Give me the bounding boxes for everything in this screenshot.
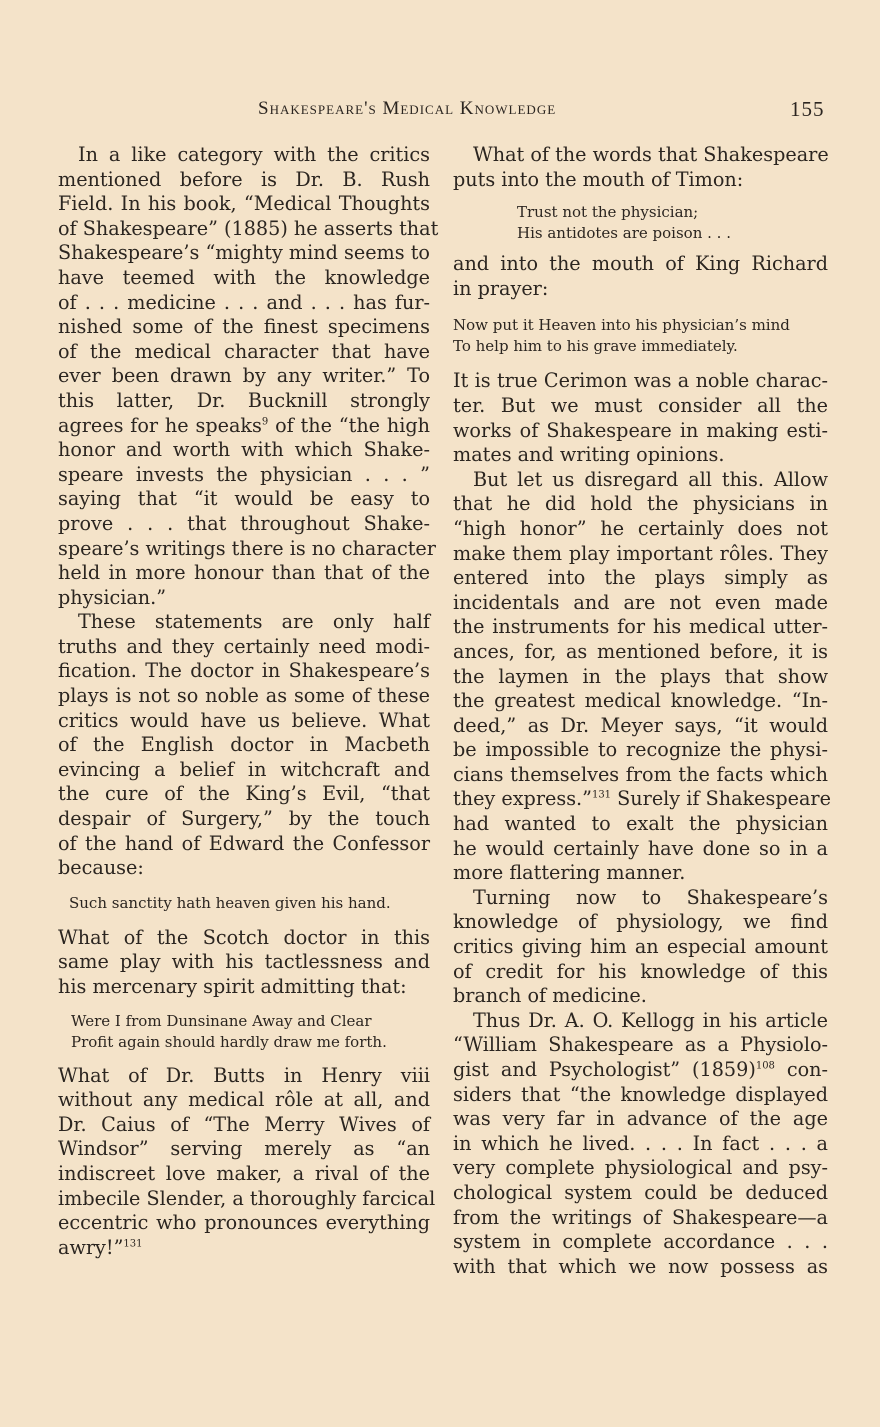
quote-line: Profit again should hardly draw me forth. — [71, 1032, 387, 1051]
text-line: of the English doctor in Macbeth — [58, 733, 430, 757]
text-line: plays is not so noble as some of these — [58, 684, 430, 708]
text-line: with that which we now possess as — [453, 1254, 828, 1278]
text-line: make them play important rôles. They — [453, 541, 828, 565]
text-line: this latter, Dr. Bucknill strongly — [58, 388, 430, 412]
text-line: of credit for his knowledge of this — [453, 959, 828, 983]
text-line: incidentals and are not even made — [453, 590, 828, 614]
text-line: from the writings of Shakespeare—a — [453, 1205, 828, 1229]
text-line: the instruments for his medical utter- — [453, 615, 828, 639]
text-line: system in complete accordance . . . — [453, 1230, 828, 1254]
text-line: What of the words that Shakespeare — [473, 143, 829, 166]
paragraph — [453, 143, 828, 192]
text-line: without any medical rôle at all, and — [58, 1088, 430, 1112]
text-line: evincing a belief in witchcraft and — [58, 757, 430, 781]
text-line: and into the mouth of King Richard — [453, 252, 828, 276]
footnote-ref: 9 — [261, 416, 269, 428]
footnote-ref: 131 — [123, 1238, 143, 1250]
text-line: Shakespeare’s “mighty mind seems to — [58, 241, 430, 265]
text-line: These statements are only half — [78, 610, 430, 634]
text-line: deed,” as Dr. Meyer says, “it would — [453, 713, 828, 737]
text-line: Turning now to Shakespeare’s — [473, 885, 828, 909]
text-line: What of the Scotch doctor in this — [58, 925, 430, 949]
text-line: gist and Psychologist” $(1859)^{108}$ con- — [453, 1058, 828, 1081]
text-line: truths and they certainly need modi- — [58, 634, 430, 658]
text-line: “high honor” he certainly does not — [453, 516, 828, 540]
text-line: Field. In his book, “Medical Thoughts — [58, 192, 430, 216]
text-line: very complete physiological and psy- — [453, 1156, 828, 1180]
paragraph — [453, 467, 831, 886]
text-line: had wanted to exalt the physician — [453, 812, 828, 836]
text-line: chological system could be deduced — [453, 1180, 828, 1204]
text-line: speare’s writings there is no character — [58, 536, 436, 560]
text-line: imbecile Slender, a thoroughly farcical — [58, 1186, 436, 1210]
footnote-ref: 108 — [755, 1060, 775, 1072]
text-line: works of Shakespeare in making esti- — [453, 418, 828, 442]
text-line: nished some of the finest specimens — [58, 315, 430, 339]
block-quote — [517, 202, 828, 244]
text-line: of the medical character that have — [58, 339, 430, 363]
text-line: his mercenary spirit admitting that: — [58, 975, 407, 998]
text-line: despair of Surgery,” by the touch — [58, 807, 430, 831]
text-line: more flattering manner. — [453, 861, 686, 885]
text-line: siders that “the knowledge displayed — [453, 1082, 828, 1106]
page-number: 155 — [790, 97, 825, 121]
text-line: In a like category with the critics — [78, 143, 430, 166]
running-title: Shakespeare's Medical Knowledge — [258, 98, 557, 119]
text-line: ances, for, as mentioned before, it is — [453, 639, 828, 663]
quote-line: Such sanctity hath heaven given his hand. — [69, 893, 391, 912]
paragraph — [453, 886, 828, 1009]
quote-line: Trust not the physician; — [517, 203, 699, 222]
paragraph — [58, 143, 439, 610]
text-line: saying that “it would be easy to — [58, 487, 430, 511]
text-line: was very far in advance of the age — [453, 1107, 828, 1131]
paragraph — [58, 1063, 436, 1261]
quote-line: Now put it Heaven into his physician’s mind — [453, 316, 790, 335]
text-line: indiscreet love maker, a rival of the — [58, 1161, 430, 1185]
text-line: of the hand of Edward the Confessor — [58, 831, 430, 855]
text-line: physician.” — [58, 585, 167, 609]
block-quote — [69, 893, 430, 914]
quote-line: His antidotes are poison . . . — [517, 224, 731, 243]
left-column — [58, 143, 439, 1260]
text-line: in prayer: — [453, 276, 549, 300]
text-line: that he did hold the physicians in — [453, 492, 828, 516]
text-line: in which he lived. . . . In fact . . . a — [453, 1131, 828, 1155]
text-line: he would certainly have done so in a — [453, 836, 828, 860]
text-line: held in more honour than that of the — [58, 561, 430, 585]
text-line: same play with his tactlessness and — [58, 950, 430, 974]
text-line: speare invests the physician . . . ” — [58, 462, 430, 486]
text-line: of . . . medicine . . . and . . . has fur- — [58, 290, 430, 314]
footnote-ref: 131 — [591, 790, 612, 802]
text-line: because: — [58, 856, 144, 880]
text-line: Windsor” serving merely as “an — [58, 1137, 430, 1161]
paragraph — [453, 252, 828, 301]
text-line: honor and worth with which Shake- — [58, 438, 430, 462]
text-line: cians themselves from the facts which — [453, 762, 828, 786]
text-line: prove . . . that throughout Shake- — [58, 511, 430, 535]
text-line: mentioned before is Dr. B. Rush — [58, 167, 430, 191]
text-line: Dr. Caius of “The Merry Wives of — [58, 1112, 430, 1136]
text-line: ever been drawn by any writer.” To — [58, 364, 430, 388]
block-quote — [453, 315, 828, 357]
text-line: agrees for he speaks$^9$ of the “the high — [58, 413, 431, 437]
running-header — [0, 98, 880, 128]
text-line: Thus Dr. A. O. Kellogg in his article — [473, 1008, 828, 1032]
text-line: they express.”$^{131}$ Surely if Shakespeare — [453, 787, 831, 811]
paragraph — [453, 1009, 828, 1280]
text-line: It is true Cerimon was a noble charac- — [453, 369, 828, 393]
text-line: knowledge of physiology, we find — [453, 910, 828, 934]
text-line: “William Shakespeare as a Physiolo- — [453, 1033, 828, 1057]
text-line: be impossible to recognize the physi- — [453, 738, 828, 762]
text-line: ter. But we must consider all the — [453, 393, 828, 417]
text-line: eccentric who pronounces everything — [58, 1211, 430, 1235]
text-line: fication. The doctor in Shakespeare’s — [58, 659, 430, 683]
text-line: the laymen in the plays that show — [453, 664, 828, 688]
text-line: branch of medicine. — [453, 984, 647, 1008]
text-line: awry!”$^{131}$ — [58, 1235, 143, 1259]
text-line: the cure of the King’s Evil, “that — [58, 782, 430, 806]
text-line: the greatest medical knowledge. “In- — [453, 689, 828, 713]
block-quote — [71, 1011, 430, 1053]
text-line: entered into the plays simply as — [453, 566, 828, 590]
text-line: of Shakespeare” (1885) he asserts that — [58, 216, 439, 240]
right-column — [453, 143, 831, 1279]
paragraph — [58, 926, 430, 1000]
text-line: But let us disregard all this. Allow — [473, 467, 828, 491]
text-line: mates and writing opinions. — [453, 443, 725, 467]
text-line: What of Dr. Butts in Henry viii — [58, 1063, 430, 1087]
paragraph — [58, 610, 430, 881]
paragraph — [453, 369, 828, 467]
quote-line: Were I from Dunsinane Away and Clear — [71, 1011, 372, 1030]
quote-line: To help him to his grave immediately. — [453, 337, 738, 356]
text-line: critics would have us believe. What — [58, 708, 430, 732]
text-line: puts into the mouth of Timon: — [453, 167, 744, 191]
text-line: critics giving him an especial amount — [453, 935, 828, 959]
text-line: have teemed with the knowledge — [58, 265, 430, 289]
